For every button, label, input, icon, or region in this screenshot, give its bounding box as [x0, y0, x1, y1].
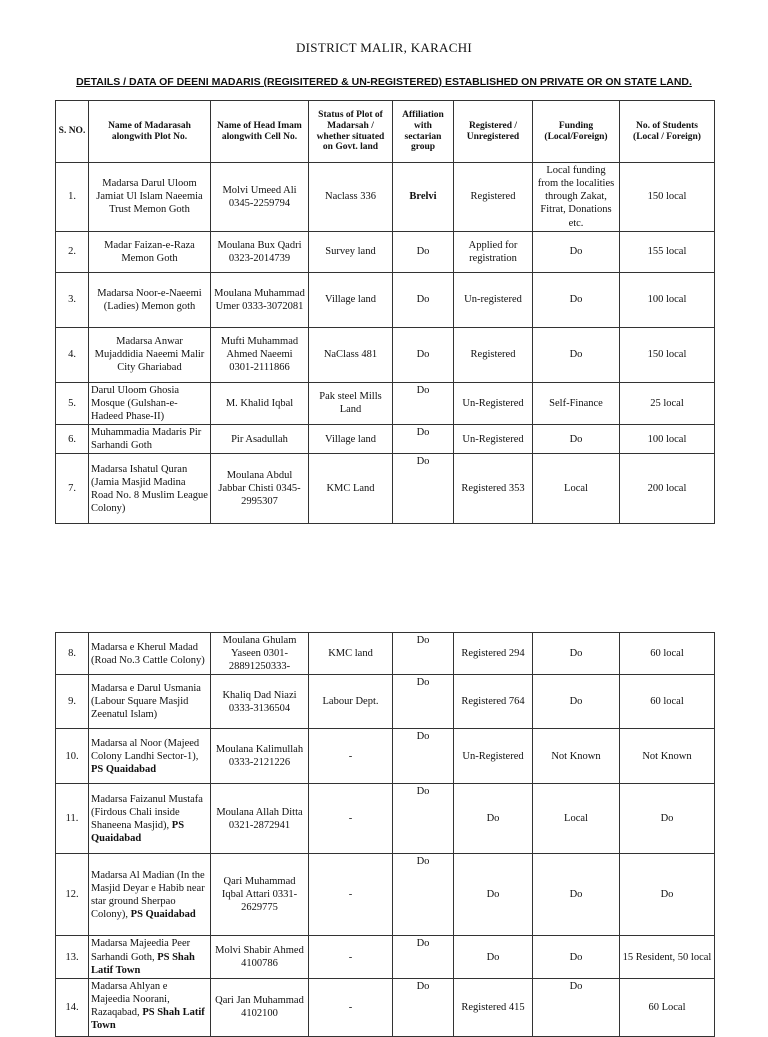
cell-status: Village land: [309, 272, 393, 327]
madaris-table-part-1: [55, 100, 715, 524]
cell-status: Pak steel Mills Land: [309, 382, 393, 424]
cell-head: Moulana Bux Qadri 0323-2014739: [211, 231, 309, 272]
document-subtitle: DETAILS / DATA OF DEENI MADARIS (REGISITERED & UN-REGISTERED) ESTABLISHED ON PRIVATE OR ON STATE LAND.: [76, 76, 692, 88]
cell-affiliation: Do: [393, 425, 454, 454]
cell-head: Qari Jan Muhammad 4102100: [211, 978, 309, 1036]
cell-affiliation: Do: [393, 231, 454, 272]
cell-affiliation: Do: [393, 454, 454, 524]
cell-funding: Do: [533, 936, 620, 978]
cell-registered: Do: [454, 936, 533, 978]
cell-head: Pir Asadullah: [211, 425, 309, 454]
cell-head: Molvi Shabir Ahmed 4100786: [211, 936, 309, 978]
cell-registered: Do: [454, 784, 533, 854]
cell-affiliation: Do: [393, 272, 454, 327]
table-row: [56, 675, 715, 729]
cell-name: Madarsa Darul Uloom Jamiat Ul Islam Naeemia Trust Memon Goth: [89, 163, 211, 232]
table-row: [56, 633, 715, 675]
cell-name: Madarsa e Darul Usmania (Labour Square Masjid Zeenatul Islam): [89, 675, 211, 729]
cell-name: Madar Faizan-e-Raza Memon Goth: [89, 231, 211, 272]
cell-funding: Not Known: [533, 729, 620, 784]
cell-head: Moulana Ghulam Yaseen 0301-28891250333-: [211, 633, 309, 675]
header-sno: S. NO.: [56, 101, 89, 163]
name-text: Madarsa Ahlyan e Majeedia Noorani, Razaqabad,: [91, 980, 170, 1018]
district-title: DISTRICT MALIR, KARACHI: [295, 40, 473, 55]
cell-name: [89, 936, 211, 978]
cell-status: NaClass 481: [309, 327, 393, 382]
cell-funding: Do: [533, 633, 620, 675]
police-station: PS Quaidabad: [91, 763, 157, 775]
table-row: [56, 425, 715, 454]
cell-name: Darul Uloom Ghosia Mosque (Gulshan-e-Hadeed Phase-II): [89, 382, 211, 424]
cell-students: 60 local: [620, 675, 715, 729]
table-header-row: [56, 101, 715, 163]
cell-affiliation: Brelvi: [393, 163, 454, 232]
cell-registered: Registered: [454, 327, 533, 382]
cell-status: Naclass 336: [309, 163, 393, 232]
cell-status: -: [309, 854, 393, 936]
cell-sno: 5.: [56, 382, 89, 424]
name-text: Madarsa Faizanul Mustafa (Firdous Chali inside Shaneena Masjid),: [91, 793, 203, 831]
cell-name: Madarsa Noor-e-Naeemi (Ladies) Memon goth: [89, 272, 211, 327]
cell-sno: 7.: [56, 454, 89, 524]
table-row: [56, 231, 715, 272]
madaris-table-part-2: [55, 632, 715, 1037]
cell-name: [89, 784, 211, 854]
header-funding: Funding (Local/Foreign): [533, 101, 620, 163]
cell-funding: Local: [533, 784, 620, 854]
name-text: Madarsa Al Madian (In the Masjid Deyar e Habib near star ground Sherpao Colony),: [91, 869, 205, 920]
police-station: PS Quaidabad: [91, 819, 185, 844]
cell-sno: 8.: [56, 633, 89, 675]
cell-sno: 11.: [56, 784, 89, 854]
cell-funding: Local funding from the localities through Zakat, Fitrat, Donations etc.: [533, 163, 620, 232]
header-status: Status of Plot of Madarsah / whether situated on Govt. land: [309, 101, 393, 163]
cell-registered: Do: [454, 854, 533, 936]
police-station: PS Shah Latif Town: [91, 1007, 205, 1032]
cell-status: -: [309, 784, 393, 854]
cell-funding: Do: [533, 854, 620, 936]
cell-students: 60 Local: [620, 978, 715, 1036]
cell-head: Moulana Allah Ditta 0321-2872941: [211, 784, 309, 854]
cell-status: -: [309, 978, 393, 1036]
cell-status: KMC land: [309, 633, 393, 675]
cell-funding: Do: [533, 425, 620, 454]
cell-sno: 9.: [56, 675, 89, 729]
cell-head: Moulana Kalimullah 0333-2121226: [211, 729, 309, 784]
cell-registered: Un-Registered: [454, 729, 533, 784]
cell-registered: Un-Registered: [454, 425, 533, 454]
header-students: No. of Students (Local / Foreign): [620, 101, 715, 163]
cell-affiliation: Do: [393, 854, 454, 936]
cell-status: Labour Dept.: [309, 675, 393, 729]
police-station: PS Shah Latif Town: [91, 951, 195, 976]
cell-status: KMC Land: [309, 454, 393, 524]
name-text: Madarsa al Noor (Majeed Colony Landhi Sector-1),: [91, 737, 200, 762]
cell-funding: Do: [533, 327, 620, 382]
cell-students: 60 local: [620, 633, 715, 675]
cell-name: Madarsa Anwar Mujaddidia Naeemi Malir City Ghariabad: [89, 327, 211, 382]
cell-students: 150 local: [620, 163, 715, 232]
cell-status: -: [309, 729, 393, 784]
table-row: [56, 936, 715, 978]
police-station: PS Quaidabad: [130, 909, 196, 920]
header-registered: Registered / Unregistered: [454, 101, 533, 163]
cell-name: Madarsa e Kherul Madad (Road No.3 Cattle Colony): [89, 633, 211, 675]
cell-students: Not Known: [620, 729, 715, 784]
cell-registered: Applied for registration: [454, 231, 533, 272]
cell-sno: 4.: [56, 327, 89, 382]
cell-funding: Self-Finance: [533, 382, 620, 424]
cell-sno: 14.: [56, 978, 89, 1036]
cell-sno: 10.: [56, 729, 89, 784]
cell-affiliation: Do: [393, 382, 454, 424]
cell-status: Village land: [309, 425, 393, 454]
cell-name: Madarsa Ishatul Quran (Jamia Masjid Madina Road No. 8 Muslim League Colony): [89, 454, 211, 524]
cell-sno: 3.: [56, 272, 89, 327]
cell-sno: 2.: [56, 231, 89, 272]
cell-students: Do: [620, 784, 715, 854]
cell-head: Moulana Muhammad Umer 0333-3072081: [211, 272, 309, 327]
cell-head: M. Khalid Iqbal: [211, 382, 309, 424]
cell-registered: Registered 415: [454, 978, 533, 1036]
cell-head: Qari Muhammad Iqbal Attari 0331-2629775: [211, 854, 309, 936]
cell-students: 100 local: [620, 425, 715, 454]
cell-head: Molvi Umeed Ali 0345-2259794: [211, 163, 309, 232]
cell-registered: Registered 294: [454, 633, 533, 675]
header-head: Name of Head Imam alongwith Cell No.: [211, 101, 309, 163]
cell-registered: Registered 353: [454, 454, 533, 524]
cell-head: Mufti Muhammad Ahmed Naeemi 0301-2111866: [211, 327, 309, 382]
table-row: [56, 784, 715, 854]
cell-funding: Do: [533, 231, 620, 272]
cell-sno: 12.: [56, 854, 89, 936]
header-affiliation: Affiliation with sectarian group: [393, 101, 454, 163]
cell-name: [89, 729, 211, 784]
cell-head: Khaliq Dad Niazi 0333-3136504: [211, 675, 309, 729]
cell-registered: Registered 764: [454, 675, 533, 729]
cell-funding: Local: [533, 454, 620, 524]
cell-head: Moulana Abdul Jabbar Chisti 0345-2995307: [211, 454, 309, 524]
cell-students: Do: [620, 854, 715, 936]
cell-status: Survey land: [309, 231, 393, 272]
cell-registered: Un-Registered: [454, 382, 533, 424]
table-row: [56, 454, 715, 524]
cell-funding: Do: [533, 675, 620, 729]
cell-affiliation: Do: [393, 729, 454, 784]
cell-affiliation: Do: [393, 936, 454, 978]
cell-name: [89, 854, 211, 936]
cell-sno: 13.: [56, 936, 89, 978]
cell-funding: Do: [533, 272, 620, 327]
cell-affiliation: Do: [393, 327, 454, 382]
cell-name: Muhammadia Madaris Pir Sarhandi Goth: [89, 425, 211, 454]
table-row: [56, 327, 715, 382]
cell-students: 100 local: [620, 272, 715, 327]
cell-registered: Registered: [454, 163, 533, 232]
table-row: [56, 729, 715, 784]
cell-students: 15 Resident, 50 local: [620, 936, 715, 978]
table-row: [56, 382, 715, 424]
cell-students: 150 local: [620, 327, 715, 382]
cell-registered: Un-registered: [454, 272, 533, 327]
table-row: [56, 854, 715, 936]
cell-students: 25 local: [620, 382, 715, 424]
table-row: [56, 163, 715, 232]
cell-sno: 6.: [56, 425, 89, 454]
cell-affiliation: Do: [393, 675, 454, 729]
cell-affiliation: Do: [393, 978, 454, 1036]
cell-funding: Do: [533, 978, 620, 1036]
cell-affiliation: Do: [393, 633, 454, 675]
cell-name: [89, 978, 211, 1036]
cell-status: -: [309, 936, 393, 978]
name-text: Madarsa Majeedia Peer Sarhandi Goth,: [91, 938, 191, 963]
cell-sno: 1.: [56, 163, 89, 232]
table-row: [56, 272, 715, 327]
cell-affiliation: Do: [393, 784, 454, 854]
cell-students: 155 local: [620, 231, 715, 272]
header-name: Name of Madarasah alongwith Plot No.: [89, 101, 211, 163]
cell-students: 200 local: [620, 454, 715, 524]
table-row: [56, 978, 715, 1036]
